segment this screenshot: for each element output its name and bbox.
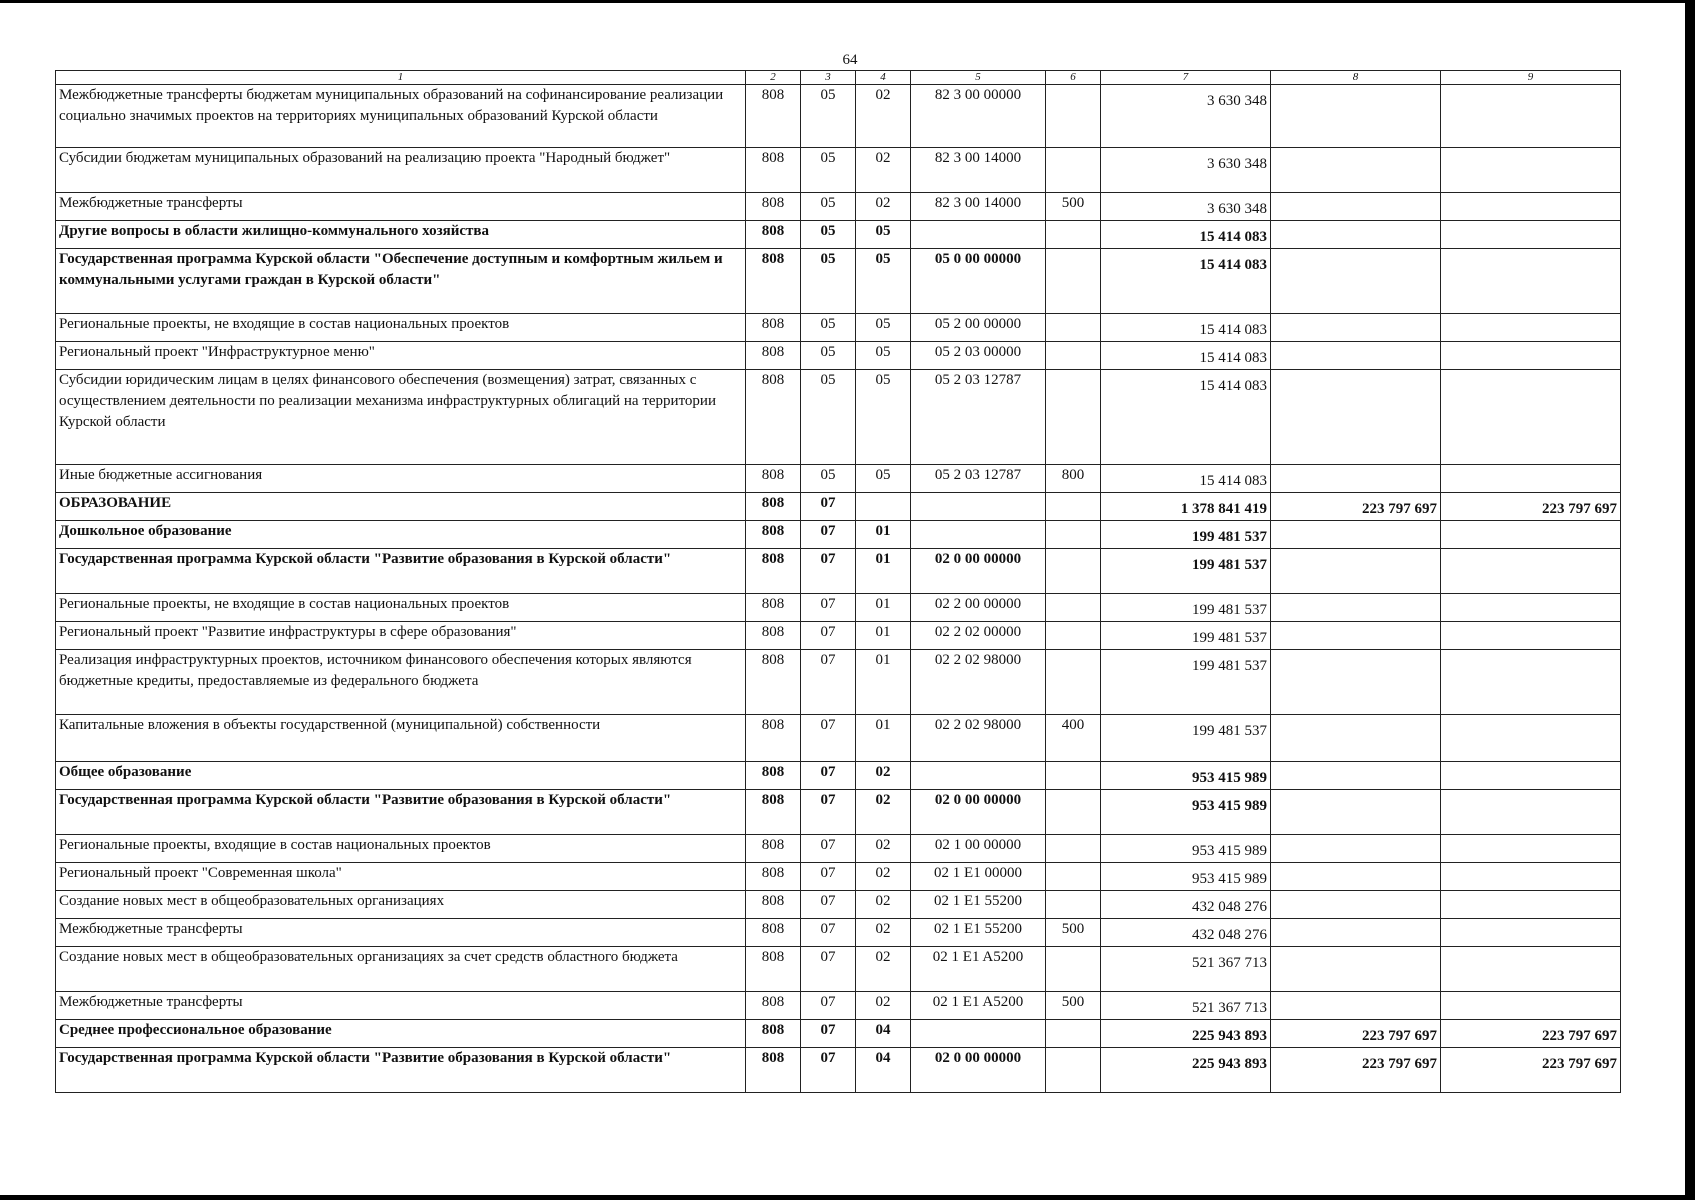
row-section: 07 — [801, 594, 856, 622]
row-section: 07 — [801, 947, 856, 992]
row-section: 05 — [801, 465, 856, 493]
row-admin-code: 808 — [746, 193, 801, 221]
row-subsection: 02 — [856, 790, 911, 835]
row-name: Субсидии юридическим лицам в целях финансового обеспечения (возмещения) затрат, связанных с осуществлением деятельности по реализации механизма инфраструктурных облигаций на территории Курской области — [56, 370, 746, 465]
row-name: Региональные проекты, не входящие в состав национальных проектов — [56, 594, 746, 622]
table-row — [56, 835, 1621, 863]
row-subsection: 05 — [856, 221, 911, 249]
row-name: Дошкольное образование — [56, 521, 746, 549]
row-amount-2025 — [1271, 762, 1441, 790]
row-admin-code: 808 — [746, 148, 801, 193]
row-amount-2026 — [1441, 221, 1621, 249]
row-section: 07 — [801, 715, 856, 762]
row-name: Среднее профессиональное образование — [56, 1020, 746, 1048]
row-name: Иные бюджетные ассигнования — [56, 465, 746, 493]
row-name: Межбюджетные трансферты — [56, 193, 746, 221]
column-number: 4 — [856, 71, 911, 85]
row-section: 05 — [801, 193, 856, 221]
row-amount-2026 — [1441, 249, 1621, 314]
row-expense-type — [1046, 148, 1101, 193]
row-amount-2024: 521 367 713 — [1101, 992, 1271, 1020]
row-expense-type: 500 — [1046, 919, 1101, 947]
row-target-code: 05 2 03 12787 — [911, 465, 1046, 493]
row-amount-2026 — [1441, 835, 1621, 863]
row-name: Межбюджетные трансферты бюджетам муниципальных образований на софинансирование реализации социально значимых проектов на территориях муниципальных образований Курской области — [56, 85, 746, 148]
row-section: 05 — [801, 85, 856, 148]
row-target-code: 02 2 00 00000 — [911, 594, 1046, 622]
row-expense-type — [1046, 622, 1101, 650]
row-admin-code: 808 — [746, 314, 801, 342]
page-number: 64 — [842, 52, 858, 68]
row-name: Капитальные вложения в объекты государственной (муниципальной) собственности — [56, 715, 746, 762]
row-amount-2026 — [1441, 193, 1621, 221]
row-amount-2026 — [1441, 342, 1621, 370]
table-row — [56, 919, 1621, 947]
row-admin-code: 808 — [746, 549, 801, 594]
row-subsection: 02 — [856, 863, 911, 891]
row-amount-2025 — [1271, 465, 1441, 493]
row-amount-2026 — [1441, 549, 1621, 594]
row-name: Государственная программа Курской области "Развитие образования в Курской области" — [56, 549, 746, 594]
row-name: Создание новых мест в общеобразовательных организациях за счет средств областного бюджета — [56, 947, 746, 992]
row-expense-type — [1046, 835, 1101, 863]
row-amount-2026 — [1441, 762, 1621, 790]
row-amount-2024: 199 481 537 — [1101, 594, 1271, 622]
row-amount-2026: 223 797 697 — [1441, 1048, 1621, 1093]
table-row — [56, 465, 1621, 493]
row-amount-2025: 223 797 697 — [1271, 1020, 1441, 1048]
row-name: Региональный проект "Развитие инфраструктуры в сфере образования" — [56, 622, 746, 650]
row-admin-code: 808 — [746, 594, 801, 622]
row-subsection: 02 — [856, 762, 911, 790]
row-amount-2024: 953 415 989 — [1101, 762, 1271, 790]
row-expense-type — [1046, 863, 1101, 891]
row-subsection: 02 — [856, 193, 911, 221]
column-number: 8 — [1271, 71, 1441, 85]
row-admin-code: 808 — [746, 342, 801, 370]
table-row — [56, 549, 1621, 594]
row-name: Региональные проекты, не входящие в состав национальных проектов — [56, 314, 746, 342]
row-amount-2026: 223 797 697 — [1441, 493, 1621, 521]
row-admin-code: 808 — [746, 1048, 801, 1093]
row-admin-code: 808 — [746, 521, 801, 549]
row-amount-2025 — [1271, 249, 1441, 314]
row-target-code: 82 3 00 00000 — [911, 85, 1046, 148]
row-name: Субсидии бюджетам муниципальных образований на реализацию проекта "Народный бюджет" — [56, 148, 746, 193]
row-target-code — [911, 493, 1046, 521]
row-expense-type — [1046, 1020, 1101, 1048]
column-number: 3 — [801, 71, 856, 85]
row-subsection: 02 — [856, 919, 911, 947]
row-subsection: 05 — [856, 342, 911, 370]
row-admin-code: 808 — [746, 762, 801, 790]
table-row — [56, 521, 1621, 549]
row-section: 05 — [801, 249, 856, 314]
row-amount-2025 — [1271, 992, 1441, 1020]
row-expense-type — [1046, 249, 1101, 314]
row-amount-2026 — [1441, 594, 1621, 622]
row-admin-code: 808 — [746, 891, 801, 919]
row-amount-2025 — [1271, 148, 1441, 193]
row-name: Региональный проект "Инфраструктурное меню" — [56, 342, 746, 370]
row-target-code: 02 2 02 98000 — [911, 715, 1046, 762]
table-row — [56, 594, 1621, 622]
row-amount-2024: 521 367 713 — [1101, 947, 1271, 992]
row-amount-2024: 3 630 348 — [1101, 193, 1271, 221]
row-amount-2024: 15 414 083 — [1101, 221, 1271, 249]
row-amount-2026 — [1441, 314, 1621, 342]
row-amount-2026: 223 797 697 — [1441, 1020, 1621, 1048]
row-amount-2025: 223 797 697 — [1271, 493, 1441, 521]
row-expense-type: 800 — [1046, 465, 1101, 493]
row-amount-2025 — [1271, 622, 1441, 650]
row-section: 07 — [801, 1048, 856, 1093]
row-amount-2024: 3 630 348 — [1101, 85, 1271, 148]
row-subsection: 05 — [856, 370, 911, 465]
row-section: 07 — [801, 650, 856, 715]
row-admin-code: 808 — [746, 919, 801, 947]
row-target-code: 02 0 00 00000 — [911, 1048, 1046, 1093]
row-name: Государственная программа Курской области "Развитие образования в Курской области" — [56, 1048, 746, 1093]
row-admin-code: 808 — [746, 221, 801, 249]
row-target-code: 82 3 00 14000 — [911, 148, 1046, 193]
column-number: 6 — [1046, 71, 1101, 85]
row-expense-type — [1046, 370, 1101, 465]
row-subsection: 02 — [856, 891, 911, 919]
table-row — [56, 342, 1621, 370]
row-amount-2024: 199 481 537 — [1101, 650, 1271, 715]
row-admin-code: 808 — [746, 622, 801, 650]
row-amount-2024: 15 414 083 — [1101, 314, 1271, 342]
row-amount-2025 — [1271, 919, 1441, 947]
table-row — [56, 221, 1621, 249]
row-amount-2024: 432 048 276 — [1101, 919, 1271, 947]
table-row — [56, 863, 1621, 891]
row-target-code: 02 0 00 00000 — [911, 790, 1046, 835]
row-subsection: 04 — [856, 1048, 911, 1093]
row-amount-2025 — [1271, 549, 1441, 594]
row-amount-2025 — [1271, 715, 1441, 762]
table-row — [56, 1020, 1621, 1048]
row-name: Реализация инфраструктурных проектов, источником финансового обеспечения которых являются бюджетные кредиты, предоставляемые из федерального бюджета — [56, 650, 746, 715]
row-expense-type — [1046, 521, 1101, 549]
row-amount-2025 — [1271, 521, 1441, 549]
table-row — [56, 762, 1621, 790]
row-subsection: 01 — [856, 622, 911, 650]
row-subsection: 01 — [856, 594, 911, 622]
row-section: 07 — [801, 622, 856, 650]
row-amount-2025 — [1271, 790, 1441, 835]
row-admin-code: 808 — [746, 1020, 801, 1048]
row-amount-2025 — [1271, 863, 1441, 891]
row-amount-2026 — [1441, 650, 1621, 715]
row-name: Государственная программа Курской области "Обеспечение доступным и комфортным жильем и коммунальными услугами граждан в Курской области" — [56, 249, 746, 314]
row-amount-2025: 223 797 697 — [1271, 1048, 1441, 1093]
row-subsection — [856, 493, 911, 521]
row-target-code: 02 0 00 00000 — [911, 549, 1046, 594]
row-subsection: 04 — [856, 1020, 911, 1048]
row-amount-2024: 199 481 537 — [1101, 521, 1271, 549]
row-amount-2026 — [1441, 148, 1621, 193]
row-amount-2025 — [1271, 85, 1441, 148]
column-number: 7 — [1101, 71, 1271, 85]
row-name: Межбюджетные трансферты — [56, 992, 746, 1020]
row-expense-type: 500 — [1046, 193, 1101, 221]
row-target-code: 02 2 02 98000 — [911, 650, 1046, 715]
row-section: 07 — [801, 863, 856, 891]
row-amount-2025 — [1271, 342, 1441, 370]
row-admin-code: 808 — [746, 790, 801, 835]
row-expense-type: 400 — [1046, 715, 1101, 762]
row-section: 05 — [801, 314, 856, 342]
row-target-code: 02 1 E1 55200 — [911, 891, 1046, 919]
row-amount-2025 — [1271, 650, 1441, 715]
row-name: Межбюджетные трансферты — [56, 919, 746, 947]
row-amount-2026 — [1441, 465, 1621, 493]
row-target-code: 82 3 00 14000 — [911, 193, 1046, 221]
row-name: Другие вопросы в области жилищно-коммунального хозяйства — [56, 221, 746, 249]
row-subsection: 02 — [856, 992, 911, 1020]
row-amount-2025 — [1271, 193, 1441, 221]
row-section: 05 — [801, 370, 856, 465]
row-section: 07 — [801, 1020, 856, 1048]
row-amount-2024: 1 378 841 419 — [1101, 493, 1271, 521]
table-row — [56, 314, 1621, 342]
row-target-code: 05 2 03 12787 — [911, 370, 1046, 465]
row-subsection: 01 — [856, 715, 911, 762]
row-expense-type — [1046, 85, 1101, 148]
table-row — [56, 148, 1621, 193]
row-expense-type — [1046, 790, 1101, 835]
row-section: 07 — [801, 493, 856, 521]
row-admin-code: 808 — [746, 863, 801, 891]
row-amount-2024: 225 943 893 — [1101, 1048, 1271, 1093]
row-target-code: 05 0 00 00000 — [911, 249, 1046, 314]
row-amount-2024: 15 414 083 — [1101, 342, 1271, 370]
row-section: 07 — [801, 790, 856, 835]
row-amount-2026 — [1441, 85, 1621, 148]
row-amount-2026 — [1441, 891, 1621, 919]
table-row — [56, 715, 1621, 762]
row-target-code: 05 2 03 00000 — [911, 342, 1046, 370]
row-amount-2026 — [1441, 715, 1621, 762]
row-amount-2026 — [1441, 863, 1621, 891]
row-amount-2024: 15 414 083 — [1101, 370, 1271, 465]
row-section: 07 — [801, 919, 856, 947]
row-section: 07 — [801, 891, 856, 919]
row-admin-code: 808 — [746, 650, 801, 715]
scan-border-top — [0, 0, 1695, 3]
row-subsection: 01 — [856, 549, 911, 594]
row-amount-2025 — [1271, 221, 1441, 249]
row-expense-type — [1046, 891, 1101, 919]
row-name: Региональные проекты, входящие в состав национальных проектов — [56, 835, 746, 863]
row-target-code: 02 1 E1 55200 — [911, 919, 1046, 947]
row-amount-2026 — [1441, 622, 1621, 650]
row-amount-2025 — [1271, 370, 1441, 465]
row-target-code — [911, 221, 1046, 249]
row-subsection: 01 — [856, 650, 911, 715]
row-amount-2024: 199 481 537 — [1101, 549, 1271, 594]
row-expense-type — [1046, 221, 1101, 249]
row-amount-2024: 199 481 537 — [1101, 622, 1271, 650]
row-admin-code: 808 — [746, 493, 801, 521]
row-section: 07 — [801, 549, 856, 594]
table-row — [56, 790, 1621, 835]
row-amount-2024: 199 481 537 — [1101, 715, 1271, 762]
row-subsection: 05 — [856, 249, 911, 314]
row-section: 05 — [801, 221, 856, 249]
table-row — [56, 650, 1621, 715]
row-admin-code: 808 — [746, 947, 801, 992]
row-expense-type — [1046, 762, 1101, 790]
row-target-code: 02 1 E1 00000 — [911, 863, 1046, 891]
row-target-code — [911, 762, 1046, 790]
row-section: 05 — [801, 148, 856, 193]
row-admin-code: 808 — [746, 465, 801, 493]
table-row — [56, 891, 1621, 919]
row-amount-2025 — [1271, 314, 1441, 342]
row-name: ОБРАЗОВАНИЕ — [56, 493, 746, 521]
row-subsection: 05 — [856, 314, 911, 342]
row-target-code: 02 1 E1 A5200 — [911, 992, 1046, 1020]
row-admin-code: 808 — [746, 715, 801, 762]
row-name: Создание новых мест в общеобразовательных организациях — [56, 891, 746, 919]
column-number: 1 — [56, 71, 746, 85]
row-section: 07 — [801, 521, 856, 549]
row-admin-code: 808 — [746, 992, 801, 1020]
row-target-code: 05 2 00 00000 — [911, 314, 1046, 342]
row-expense-type — [1046, 549, 1101, 594]
row-amount-2024: 3 630 348 — [1101, 148, 1271, 193]
table-row — [56, 493, 1621, 521]
row-subsection: 02 — [856, 85, 911, 148]
row-amount-2026 — [1441, 992, 1621, 1020]
table-row — [56, 249, 1621, 314]
row-target-code: 02 2 02 00000 — [911, 622, 1046, 650]
scan-border-bottom — [0, 1195, 1695, 1200]
row-subsection: 05 — [856, 465, 911, 493]
row-amount-2026 — [1441, 790, 1621, 835]
table-row — [56, 1048, 1621, 1093]
row-expense-type: 500 — [1046, 992, 1101, 1020]
table-row — [56, 947, 1621, 992]
row-expense-type — [1046, 650, 1101, 715]
row-name: Региональный проект "Современная школа" — [56, 863, 746, 891]
row-subsection: 02 — [856, 835, 911, 863]
row-amount-2024: 953 415 989 — [1101, 863, 1271, 891]
row-name: Государственная программа Курской области "Развитие образования в Курской области" — [56, 790, 746, 835]
column-number-row — [56, 71, 1621, 85]
row-expense-type — [1046, 947, 1101, 992]
row-amount-2024: 432 048 276 — [1101, 891, 1271, 919]
row-amount-2026 — [1441, 919, 1621, 947]
row-subsection: 02 — [856, 947, 911, 992]
table-row — [56, 85, 1621, 148]
row-expense-type — [1046, 314, 1101, 342]
column-number: 5 — [911, 71, 1046, 85]
row-amount-2025 — [1271, 835, 1441, 863]
row-expense-type — [1046, 594, 1101, 622]
row-section: 07 — [801, 992, 856, 1020]
row-admin-code: 808 — [746, 835, 801, 863]
row-amount-2024: 953 415 989 — [1101, 835, 1271, 863]
row-section: 07 — [801, 835, 856, 863]
row-amount-2024: 953 415 989 — [1101, 790, 1271, 835]
table-row — [56, 193, 1621, 221]
row-name: Общее образование — [56, 762, 746, 790]
row-amount-2026 — [1441, 947, 1621, 992]
table-row — [56, 370, 1621, 465]
row-amount-2026 — [1441, 521, 1621, 549]
row-target-code: 02 1 E1 A5200 — [911, 947, 1046, 992]
row-subsection: 01 — [856, 521, 911, 549]
row-amount-2024: 15 414 083 — [1101, 465, 1271, 493]
row-expense-type — [1046, 493, 1101, 521]
column-number: 2 — [746, 71, 801, 85]
row-section: 05 — [801, 342, 856, 370]
row-amount-2025 — [1271, 891, 1441, 919]
row-target-code — [911, 521, 1046, 549]
row-admin-code: 808 — [746, 370, 801, 465]
budget-table — [55, 70, 1621, 1093]
row-section: 07 — [801, 762, 856, 790]
row-amount-2024: 15 414 083 — [1101, 249, 1271, 314]
row-expense-type — [1046, 1048, 1101, 1093]
row-admin-code: 808 — [746, 85, 801, 148]
table-row — [56, 992, 1621, 1020]
table-row — [56, 622, 1621, 650]
row-amount-2025 — [1271, 947, 1441, 992]
row-admin-code: 808 — [746, 249, 801, 314]
scan-border-right — [1685, 0, 1695, 1200]
row-target-code: 02 1 00 00000 — [911, 835, 1046, 863]
row-amount-2026 — [1441, 370, 1621, 465]
row-target-code — [911, 1020, 1046, 1048]
row-expense-type — [1046, 342, 1101, 370]
row-amount-2024: 225 943 893 — [1101, 1020, 1271, 1048]
row-amount-2025 — [1271, 594, 1441, 622]
column-number: 9 — [1441, 71, 1621, 85]
row-subsection: 02 — [856, 148, 911, 193]
